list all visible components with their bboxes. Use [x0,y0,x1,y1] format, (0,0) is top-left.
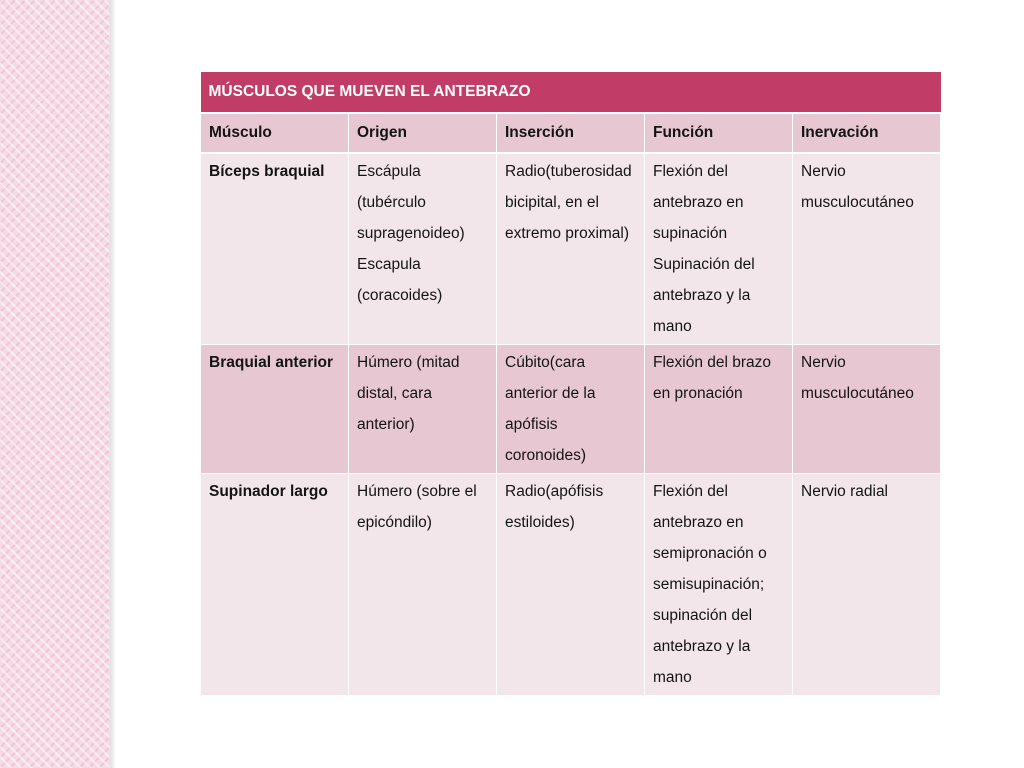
cell-musculo: Braquial anterior [201,345,349,474]
table-row [201,153,941,345]
cell-insercion: Radio(apófisis estiloides) [497,474,645,696]
table-row [201,474,941,696]
table-header-row [201,113,941,153]
cell-inervacion: Nervio radial [793,474,941,696]
cell-origen: Escápula (tubérculo supragenoideo) Escapula (coracoides) [349,153,497,345]
table-row [201,345,941,474]
cell-musculo: Bíceps braquial [201,153,349,345]
header-funcion: Función [645,113,793,153]
cell-insercion: Cúbito(cara anterior de la apófisis coronoides) [497,345,645,474]
cell-inervacion: Nervio musculocutáneo [793,153,941,345]
side-pattern-shadow [110,0,116,768]
table-title: MÚSCULOS QUE MUEVEN EL ANTEBRAZO [201,72,941,113]
cell-origen: Húmero (sobre el epicóndilo) [349,474,497,696]
cell-origen: Húmero (mitad distal, cara anterior) [349,345,497,474]
cell-funcion: Flexión del antebrazo en supinación Supinación del antebrazo y la mano [645,153,793,345]
header-insercion: Inserción [497,113,645,153]
cell-inervacion: Nervio musculocutáneo [793,345,941,474]
cell-musculo: Supinador largo [201,474,349,696]
cell-funcion: Flexión del brazo en pronación [645,345,793,474]
header-origen: Origen [349,113,497,153]
cell-insercion: Radio(tuberosidad bicipital, en el extremo proximal) [497,153,645,345]
cell-funcion: Flexión del antebrazo en semipronación o semisupinación; supinación del antebrazo y la mano [645,474,793,696]
header-inervacion: Inervación [793,113,941,153]
decorative-side-pattern [0,0,110,768]
table-title-row [201,72,941,113]
header-musculo: Músculo [201,113,349,153]
muscle-table [200,72,941,696]
